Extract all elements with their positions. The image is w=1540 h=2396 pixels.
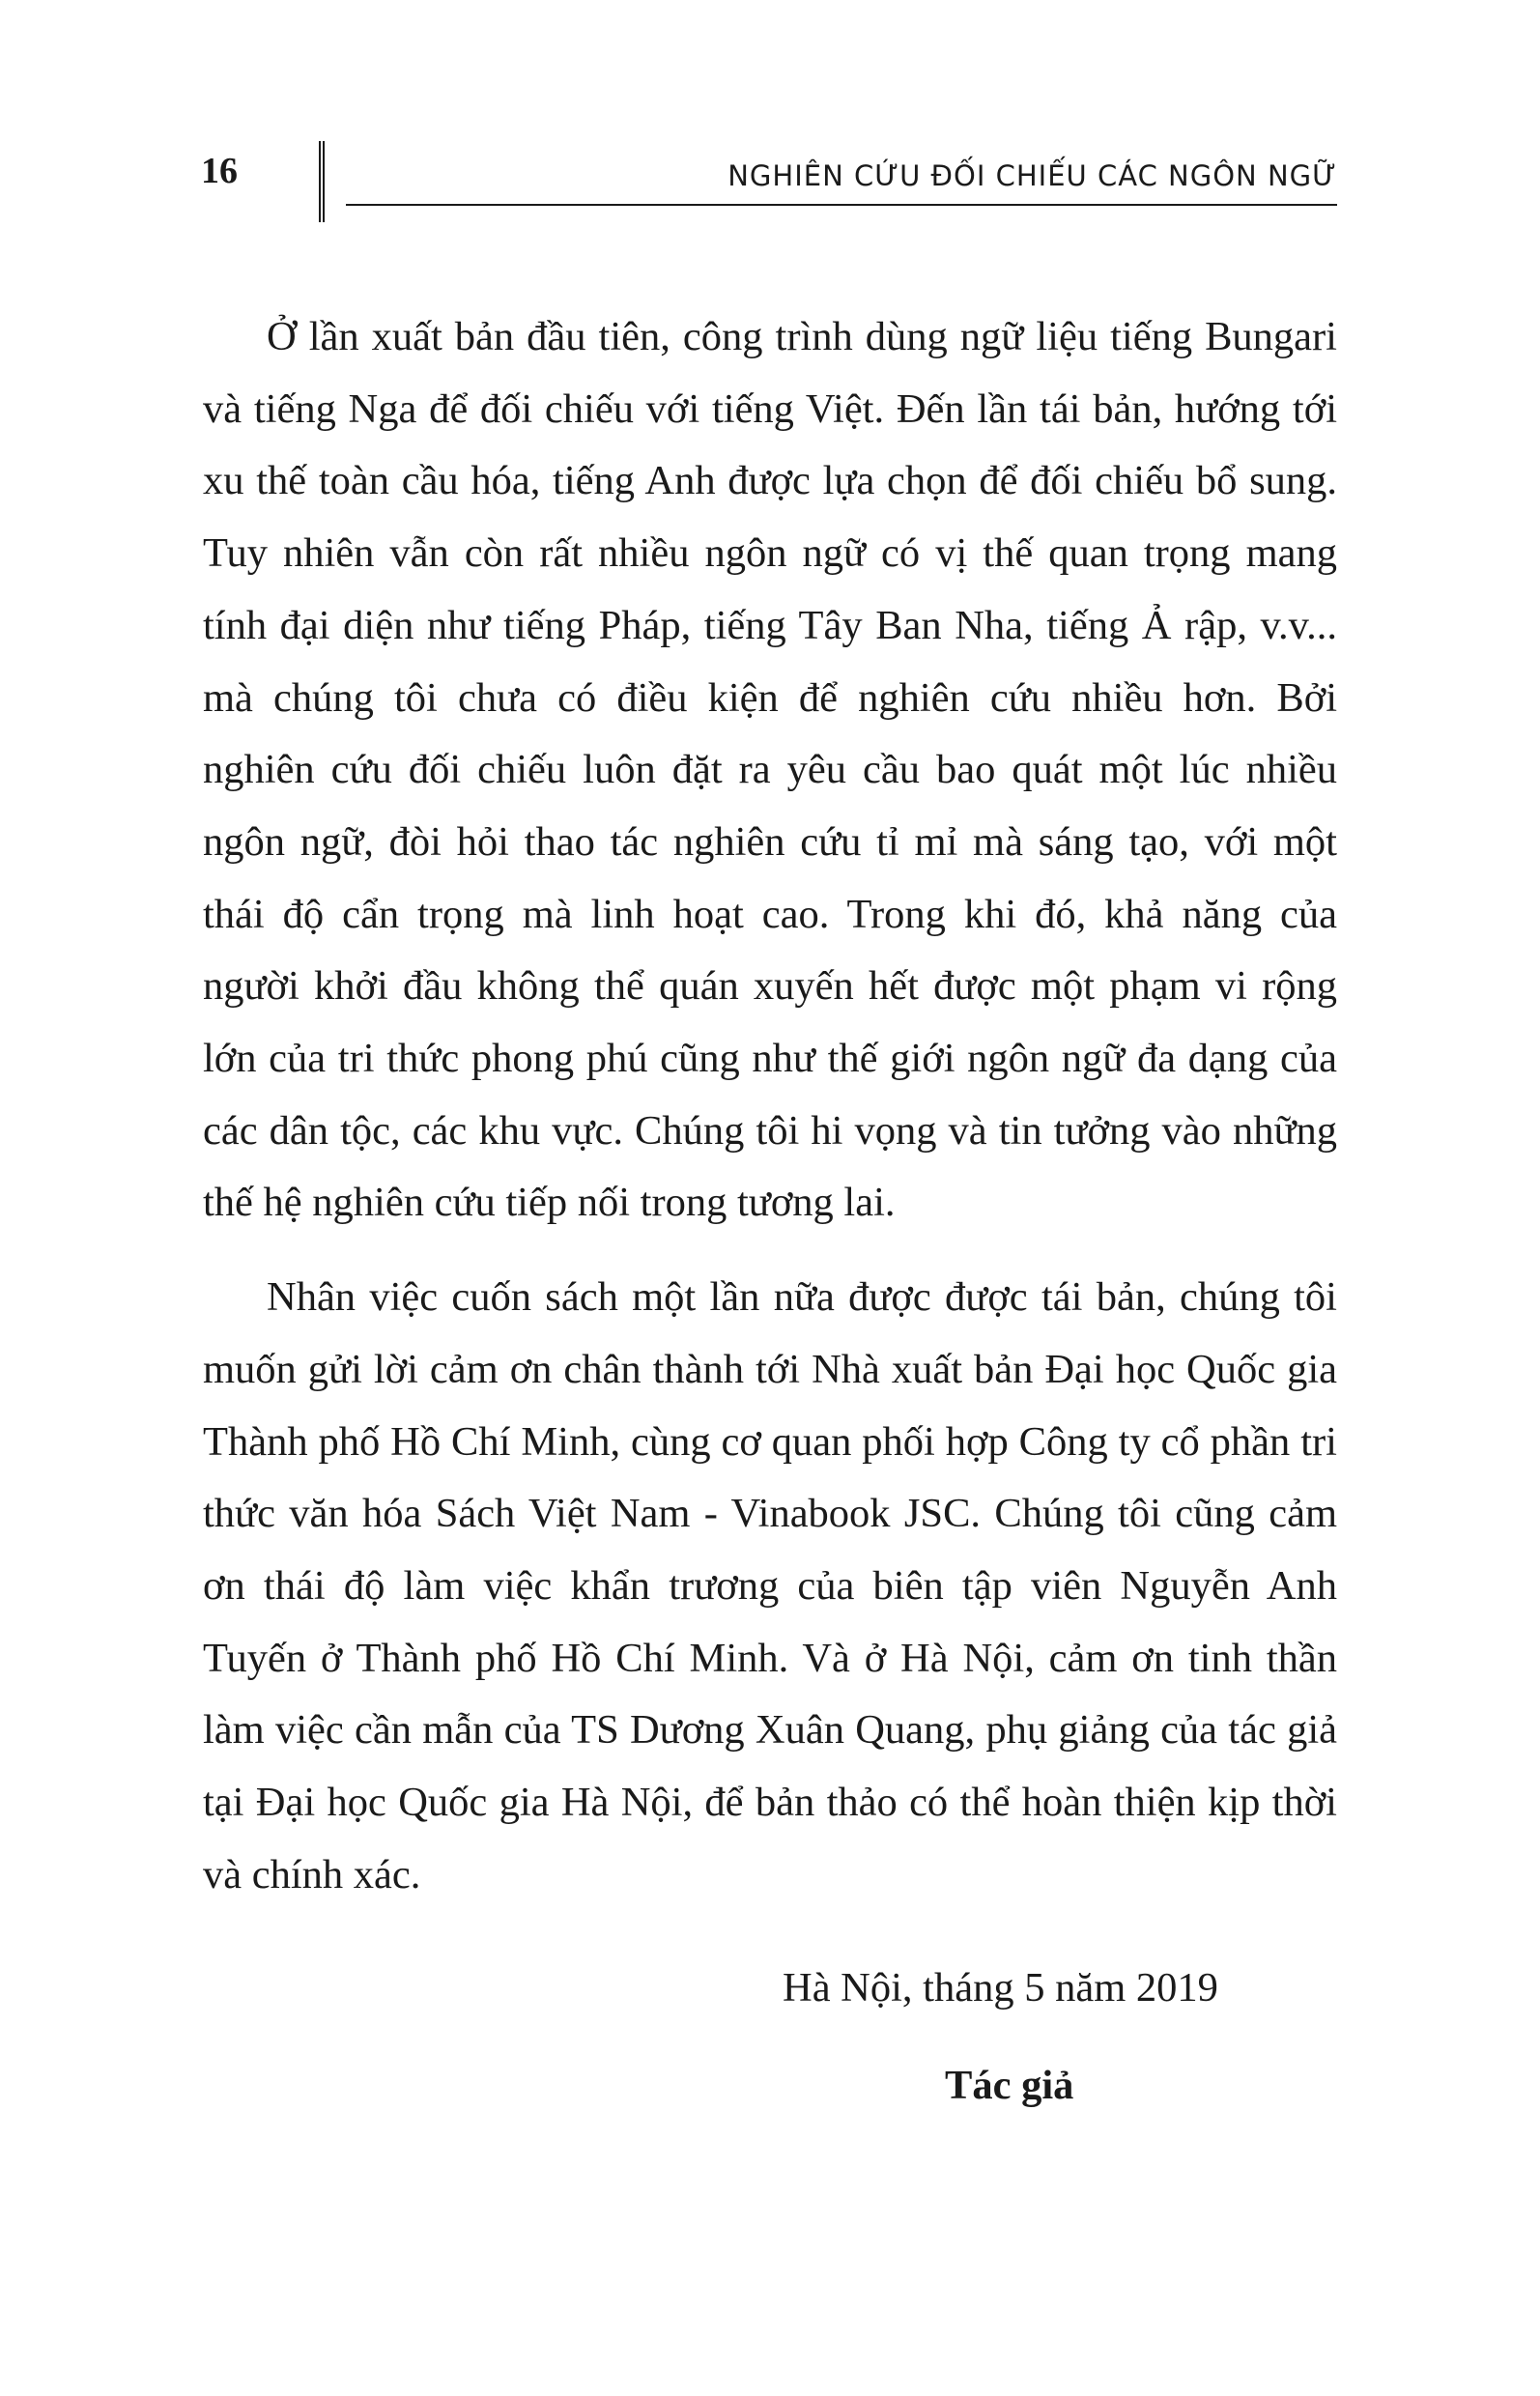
paragraph: Nhân việc cuốn sách một lần nữa được được tái bản, chúng tôi muốn gửi lời cảm ơn chân thành tới Nhà xuất bản Đại học Quốc gia Thành phố Hồ Chí Minh, cùng cơ quan phối hợp Công ty cổ phần tri thức văn hóa Sách Việt Nam - Vinabook JSC. Chúng tôi cũng cảm ơn thái độ làm việc khẩn trương của biên tập viên Nguyễn Anh Tuyến ở Thành phố Hồ Chí Minh. Và ở Hà Nội, cảm ơn tinh thần làm việc cần mẫn của TS Dương Xuân Quang, phụ giảng của tác giả tại Đại học Quốc gia Hà Nội, để bản thảo có thể hoàn thiện kịp thời và chính xác. [203,1274,1337,1897]
body-text [203,301,1337,1911]
dateline: Hà Nội, tháng 5 năm 2019 [783,1965,1218,2011]
header-rule [346,204,1337,206]
paragraph: Ở lần xuất bản đầu tiên, công trình dùng ngữ liệu tiếng Bungari và tiếng Nga để đối chiếu với tiếng Việt. Đến lần tái bản, hướng tới xu thế toàn cầu hóa, tiếng Anh được lựa chọn để đối chiếu bổ sung. Tuy nhiên vẫn còn rất nhiều ngôn ngữ có vị thế quan trọng mang tính đại diện như tiếng Pháp, tiếng Tây Ban Nha, tiếng Ả rập, v.v... mà chúng tôi chưa có điều kiện để nghiên cứu nhiều hơn. Bởi nghiên cứu đối chiếu luôn đặt ra yêu cầu bao quát một lúc nhiều ngôn ngữ, đòi hỏi thao tác nghiên cứu tỉ mỉ mà sáng tạo, với một thái độ cẩn trọng mà linh hoạt cao. Trong khi đó, khả năng của người khởi đầu không thể quán xuyến hết được một phạm vi rộng lớn của tri thức phong phú cũng như thế giới ngôn ngữ đa dạng của các dân tộc, các khu vực. Chúng tôi hi vọng và tin tưởng vào những thế hệ nghiên cứu tiếp nối trong tương lai. [203,314,1337,1226]
signature: Tác giả [945,2063,1074,2108]
running-title: NGHIÊN CỨU ĐỐI CHIẾU CÁC NGÔN NGỮ [727,159,1337,192]
page-number: 16 [201,151,238,191]
header-separator-bar [319,141,325,222]
